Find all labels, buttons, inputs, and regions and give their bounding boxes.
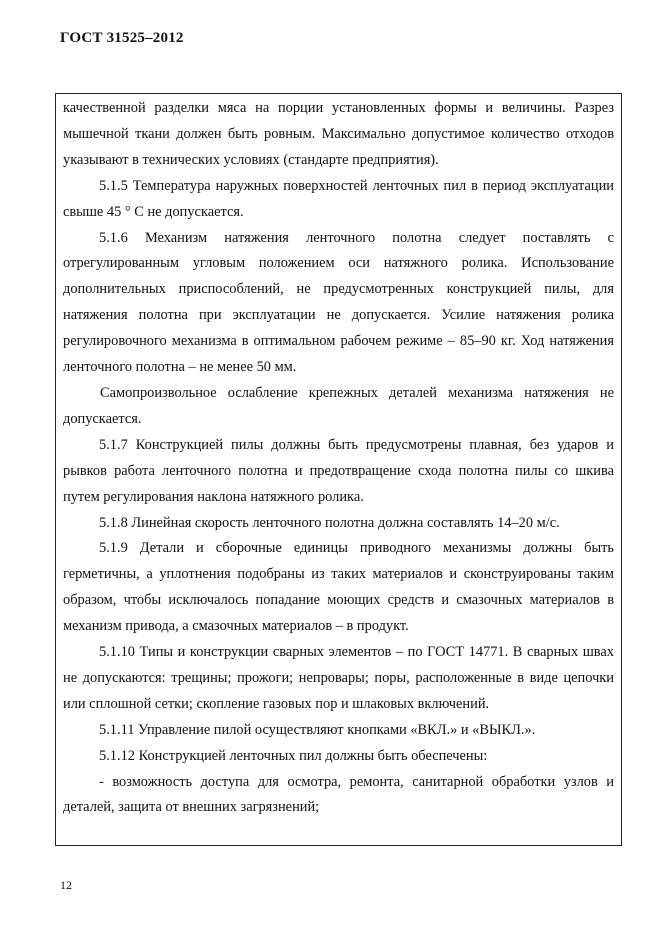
document-header: ГОСТ 31525–2012 (60, 30, 184, 46)
paragraph-5-1-8: 5.1.8 Линейная скорость ленточного полотна должна составлять 14–20 м/с. (99, 514, 560, 531)
document-body (56, 94, 621, 821)
paragraph-self-loosening: Самопроизвольное ослабление крепежных деталей механизма натяжения не допускается. (63, 384, 614, 427)
paragraph-5-1-10: 5.1.10 Типы и конструкции сварных элементов – по ГОСТ 14771. В сварных швах не допускаются: трещины; прожоги; непровары; поры, расположенные в виде цепочки или сплошной сетки; скопление газовых пор и шлаковых включений. (63, 644, 614, 712)
paragraph-5-1-7: 5.1.7 Конструкцией пилы должны быть предусмотрены плавная, без ударов и рывков работа ленточного полотна и предотвращение схода полотна пилы со шкива путем регулирования наклона натяжного ролика. (63, 436, 614, 505)
paragraph-5-1-5: 5.1.5 Температура наружных поверхностей ленточных пил в период эксплуатации свыше 45 ° С не допускается. (63, 177, 614, 220)
list-item-access: - возможность доступа для осмотра, ремонта, санитарной обработки узлов и деталей, защита от внешних загрязнений; (63, 773, 614, 816)
paragraph-continuation: качественной разделки мяса на порции установленных формы и величины. Разрез мышечной ткани должен быть ровным. Максимально допустимое количество отходов указывают в технических условиях (стандарте предприятия). (63, 100, 614, 168)
page-number: 12 (60, 878, 72, 892)
paragraph-5-1-11: 5.1.11 Управление пилой осуществляют кнопками «ВКЛ.» и «ВЫКЛ.». (99, 721, 536, 738)
paragraph-5-1-9: 5.1.9 Детали и сборочные единицы приводного механизмы должны быть герметичны, а уплотнения подобраны из таких материалов и сконструированы таким образом, чтобы исключалось попадание моющих средств и смазочных материалов в механизм привода, а смазочных материалов – в продукт. (63, 540, 614, 635)
paragraph-5-1-12: 5.1.12 Конструкцией ленточных пил должны быть обеспечены: (99, 747, 488, 764)
paragraph-5-1-6: 5.1.6 Механизм натяжения ленточного полотна следует поставлять с отрегулированным угловым положением оси натяжного ролика. Использование дополнительных приспособлений, не предусмотренных конструкцией пилы, для натяжения полотна при эксплуатации не допускается. Усилие натяжения ролика регулировочного механизма в оптимальном рабочем режиме – 85–90 кг. Ход натяжения ленточного полотна – не менее 50 мм. (63, 229, 614, 376)
text-frame (55, 93, 622, 846)
